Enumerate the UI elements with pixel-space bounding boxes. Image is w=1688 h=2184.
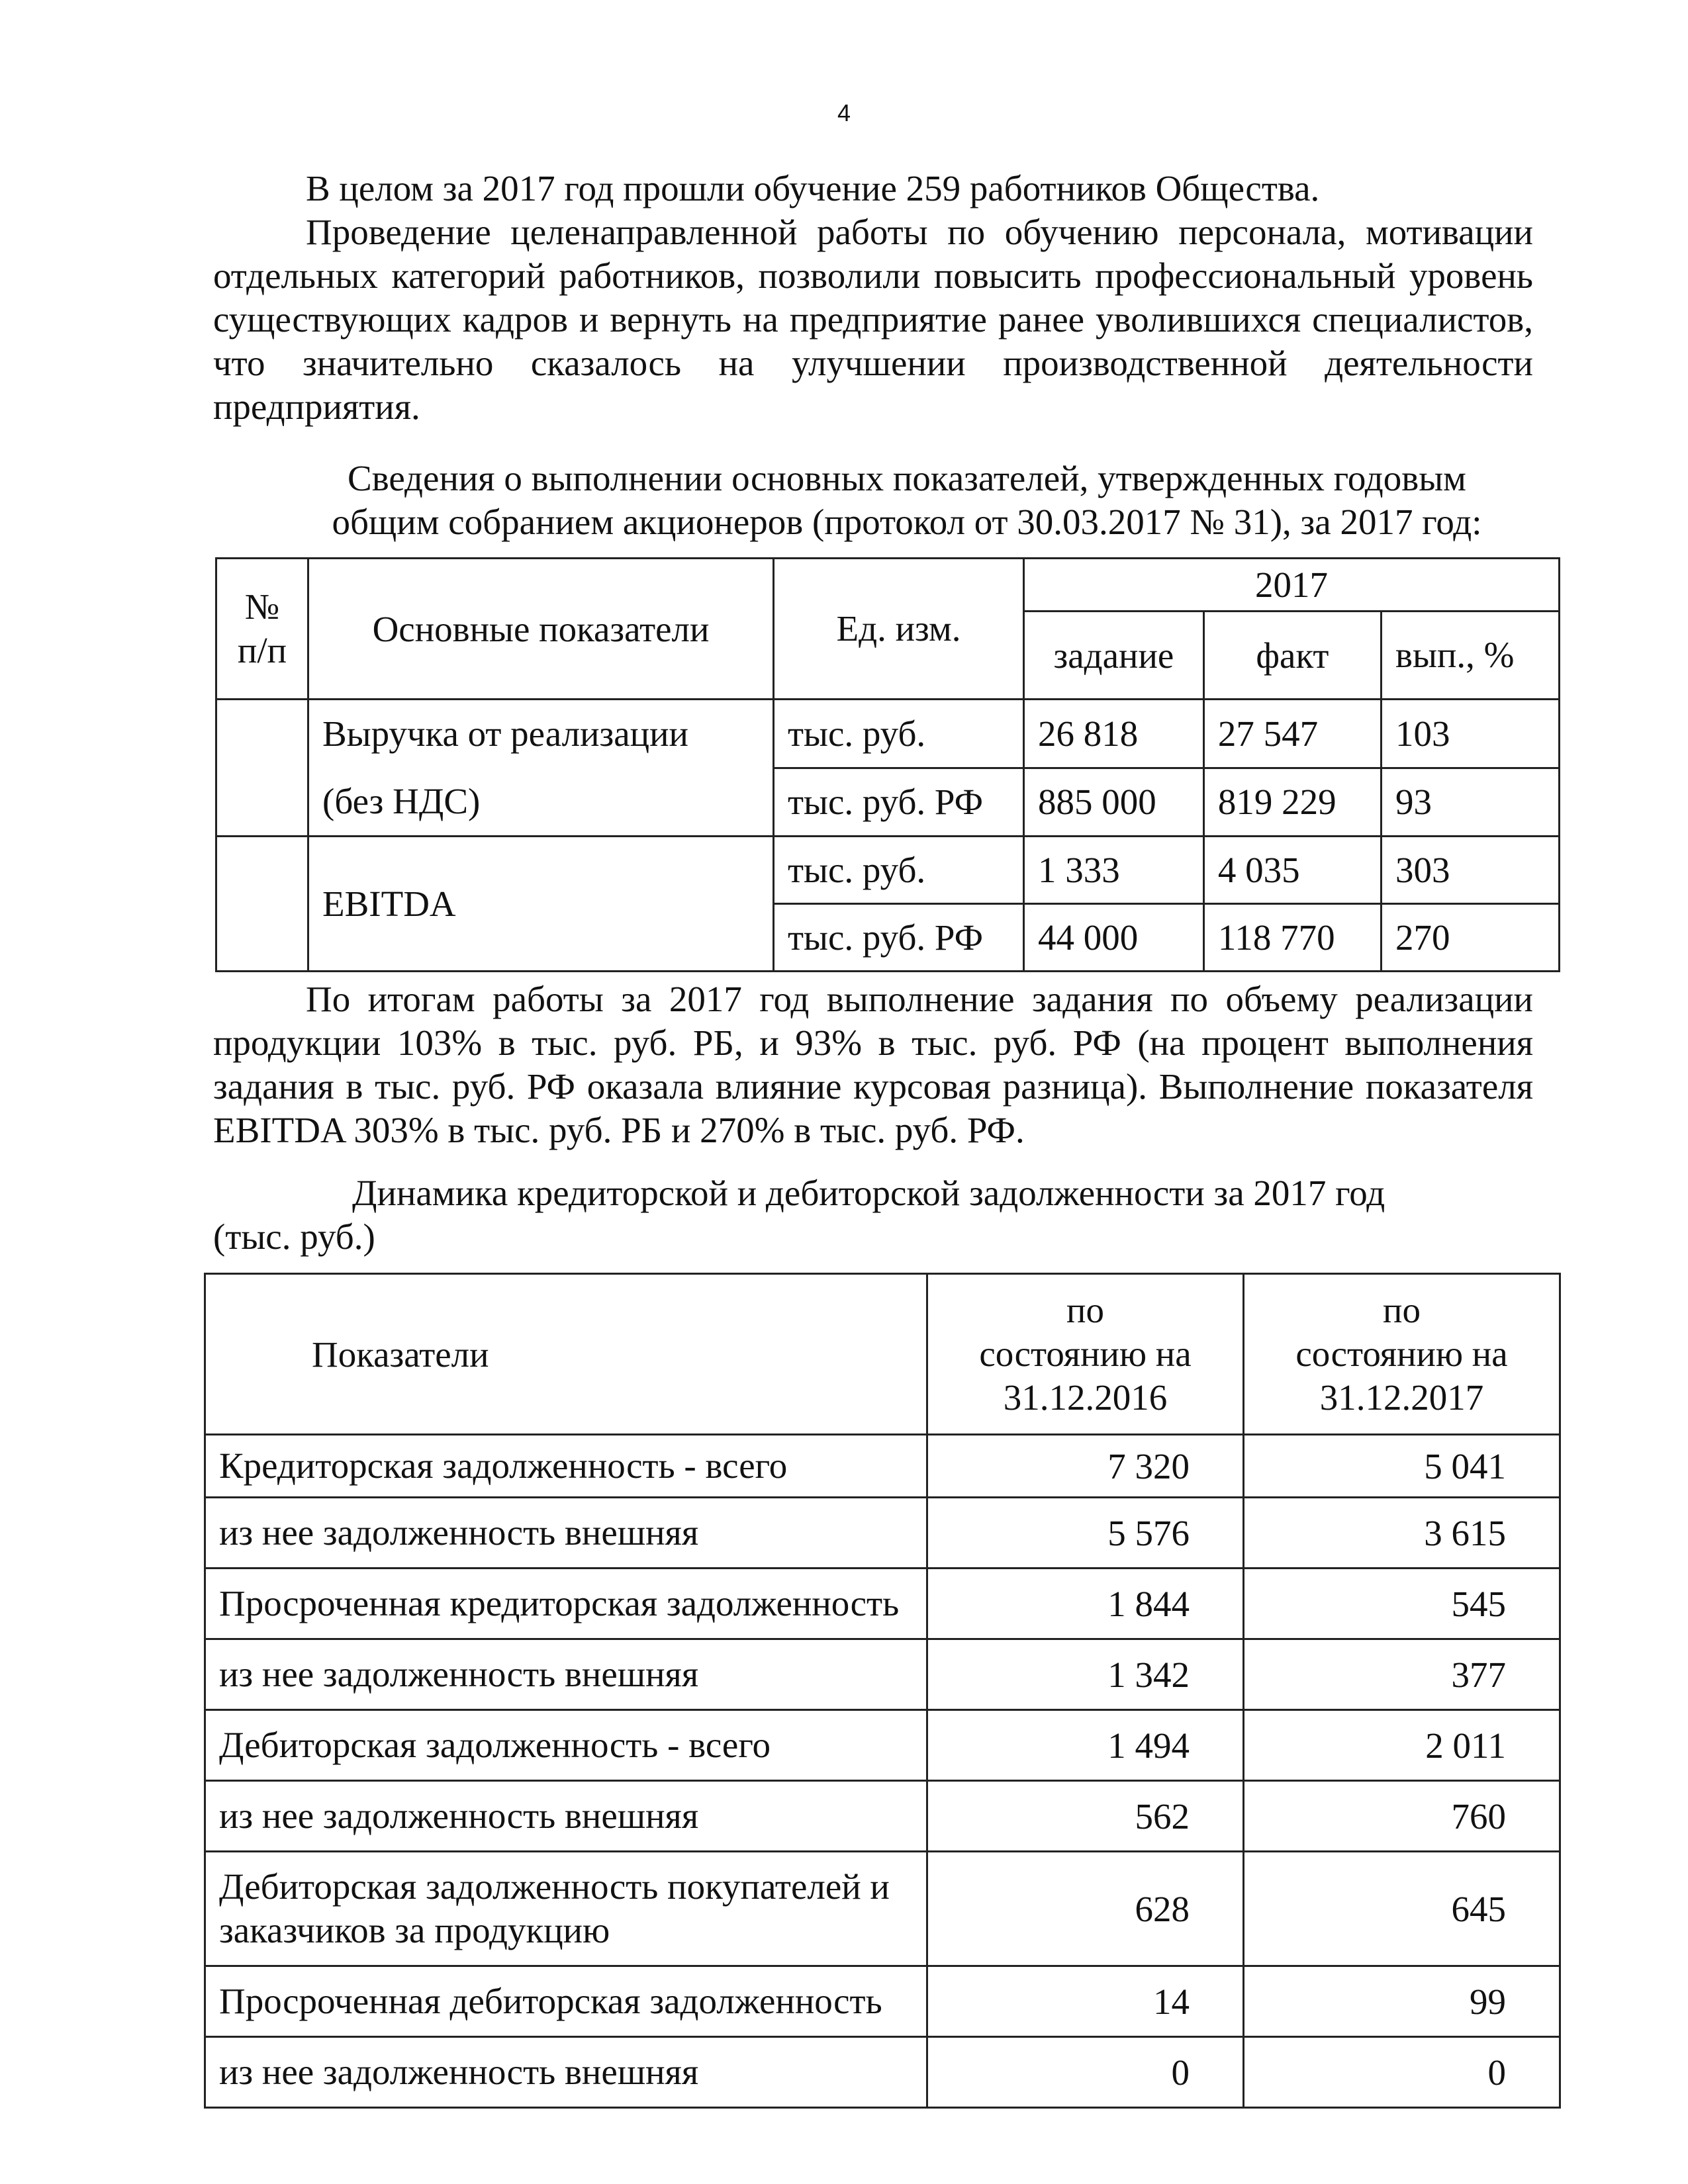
unit-cell: тыс. руб. РФ: [774, 768, 1024, 837]
value-2017: 5 041: [1244, 1435, 1560, 1498]
value-2017: 760: [1244, 1781, 1560, 1852]
indicator-line2: (без НДС): [322, 781, 481, 821]
plan-cell: 44 000: [1024, 904, 1204, 972]
fact-cell: 118 770: [1203, 904, 1381, 972]
indicator-cell: [308, 837, 774, 972]
header-year: 2017: [1024, 559, 1560, 612]
page-number: 4: [837, 99, 851, 126]
value-2017: 3 615: [1244, 1498, 1560, 1569]
value-2017: 377: [1244, 1639, 1560, 1710]
header-date-2017: [1244, 1274, 1560, 1435]
row-label: из нее задолженность внешняя: [205, 1781, 927, 1852]
value-2016: 14: [927, 1966, 1244, 2037]
summary-text: [213, 978, 1533, 1152]
percent-cell: 93: [1382, 768, 1560, 837]
row-label: Просроченная кредиторская задолженность: [205, 1569, 927, 1639]
fact-cell: 27 547: [1203, 700, 1381, 768]
indicator-line1: Выручка от реализации: [322, 713, 688, 754]
row-num: [216, 837, 308, 972]
table1-heading-line2: общим собранием акционеров (протокол от 30.03.2017 № 31), за 2017 год:: [332, 502, 1482, 542]
percent-cell: 303: [1382, 837, 1560, 904]
header-date-2016-line3: 31.12.2016: [1003, 1377, 1168, 1418]
value-2016: 1 342: [927, 1639, 1244, 1710]
value-2017: 545: [1244, 1569, 1560, 1639]
table-row: [205, 1435, 1560, 1498]
table-row: [205, 1710, 1560, 1781]
table-row: [205, 1498, 1560, 1569]
header-indicators: Показатели: [205, 1274, 927, 1435]
intro-paragraph-1: В целом за 2017 год прошли обучение 259 работников Общества.: [306, 168, 1320, 208]
header-date-2016-line2: состоянию на: [979, 1334, 1192, 1374]
header-date-2016: [927, 1274, 1244, 1435]
value-2016: 562: [927, 1781, 1244, 1852]
percent-cell: 270: [1382, 904, 1560, 972]
table-row: [205, 1852, 1560, 1966]
header-date-2016-line1: по: [1066, 1290, 1104, 1330]
table-row: [216, 837, 1560, 904]
value-2016: 0: [927, 2037, 1244, 2108]
value-2016: 5 576: [927, 1498, 1244, 1569]
row-label: из нее задолженность внешняя: [205, 1639, 927, 1710]
table-row: [216, 700, 1560, 768]
intro-text: [213, 167, 1533, 429]
row-label: Просроченная дебиторская задолженность: [205, 1966, 927, 2037]
row-label: Дебиторская задолженность - всего: [205, 1710, 927, 1781]
table2-heading-line2: (тыс. руб.): [213, 1216, 375, 1257]
value-2017: 99: [1244, 1966, 1560, 2037]
table2-header-row: [205, 1274, 1560, 1435]
table2-heading-line1: Динамика кредиторской и дебиторской задолженности за 2017 год: [352, 1173, 1385, 1213]
row-label: из нее задолженность внешняя: [205, 2037, 927, 2108]
row-num: [216, 700, 308, 837]
table-row: [205, 1569, 1560, 1639]
table-row: [205, 1966, 1560, 2037]
table-row: [205, 2037, 1560, 2108]
value-2017: 2 011: [1244, 1710, 1560, 1781]
debt-table: [204, 1273, 1561, 2109]
header-percent: вып., %: [1382, 612, 1560, 700]
header-date-2017-line2: состоянию на: [1295, 1334, 1508, 1374]
unit-cell: тыс. руб. РФ: [774, 904, 1024, 972]
header-date-2017-line1: по: [1383, 1290, 1421, 1330]
indicators-table: [215, 557, 1560, 972]
intro-paragraph-2: Проведение целенаправленной работы по обучению персонала, мотивации отдельных категорий работников, позволили повысить профессиональный уровень существующих кадров и вернуть на предприятие ранее уволившихся специалистов, что значительно сказалось на улучшении производственной деятельности предприятия.: [213, 212, 1533, 427]
value-2016: 1 494: [927, 1710, 1244, 1781]
value-2017: 645: [1244, 1852, 1560, 1966]
summary-paragraph: По итогам работы за 2017 год выполнение задания по объему реализации продукции 103% в тыс. руб. РБ, и 93% в тыс. руб. РФ (на процент выполнения задания в тыс. руб. РФ оказала влияние курсовая разница). Выполнение показателя EBITDA 303% в тыс. руб. РБ и 270% в тыс. руб. РФ.: [213, 979, 1533, 1150]
row-label: Дебиторская задолженность покупателей и заказчиков за продукцию: [205, 1852, 927, 1966]
header-fact: факт: [1203, 612, 1381, 700]
value-2016: 628: [927, 1852, 1244, 1966]
value-2016: 1 844: [927, 1569, 1244, 1639]
plan-cell: 1 333: [1024, 837, 1204, 904]
table1-heading: [252, 457, 1562, 544]
row-label: Кредиторская задолженность - всего: [205, 1435, 927, 1498]
fact-cell: 4 035: [1203, 837, 1381, 904]
unit-cell: тыс. руб.: [774, 700, 1024, 768]
header-plan: задание: [1024, 612, 1204, 700]
indicator-line1: EBITDA: [322, 883, 456, 924]
header-num: № п/п: [216, 559, 308, 700]
fact-cell: 819 229: [1203, 768, 1381, 837]
table-row: [205, 1639, 1560, 1710]
plan-cell: 26 818: [1024, 700, 1204, 768]
header-indicator: Основные показатели: [308, 559, 774, 700]
header-unit: Ед. изм.: [774, 559, 1024, 700]
table1-header-row1: [216, 559, 1560, 612]
table-row: [205, 1781, 1560, 1852]
indicator-cell: [308, 700, 774, 837]
unit-cell: тыс. руб.: [774, 837, 1024, 904]
header-date-2017-line3: 31.12.2017: [1319, 1377, 1484, 1418]
percent-cell: 103: [1382, 700, 1560, 768]
row-label: из нее задолженность внешняя: [205, 1498, 927, 1569]
plan-cell: 885 000: [1024, 768, 1204, 837]
value-2016: 7 320: [927, 1435, 1244, 1498]
table2-heading: [213, 1171, 1524, 1259]
value-2017: 0: [1244, 2037, 1560, 2108]
table1-heading-line1: Сведения о выполнении основных показателей, утвержденных годовым: [348, 458, 1466, 498]
